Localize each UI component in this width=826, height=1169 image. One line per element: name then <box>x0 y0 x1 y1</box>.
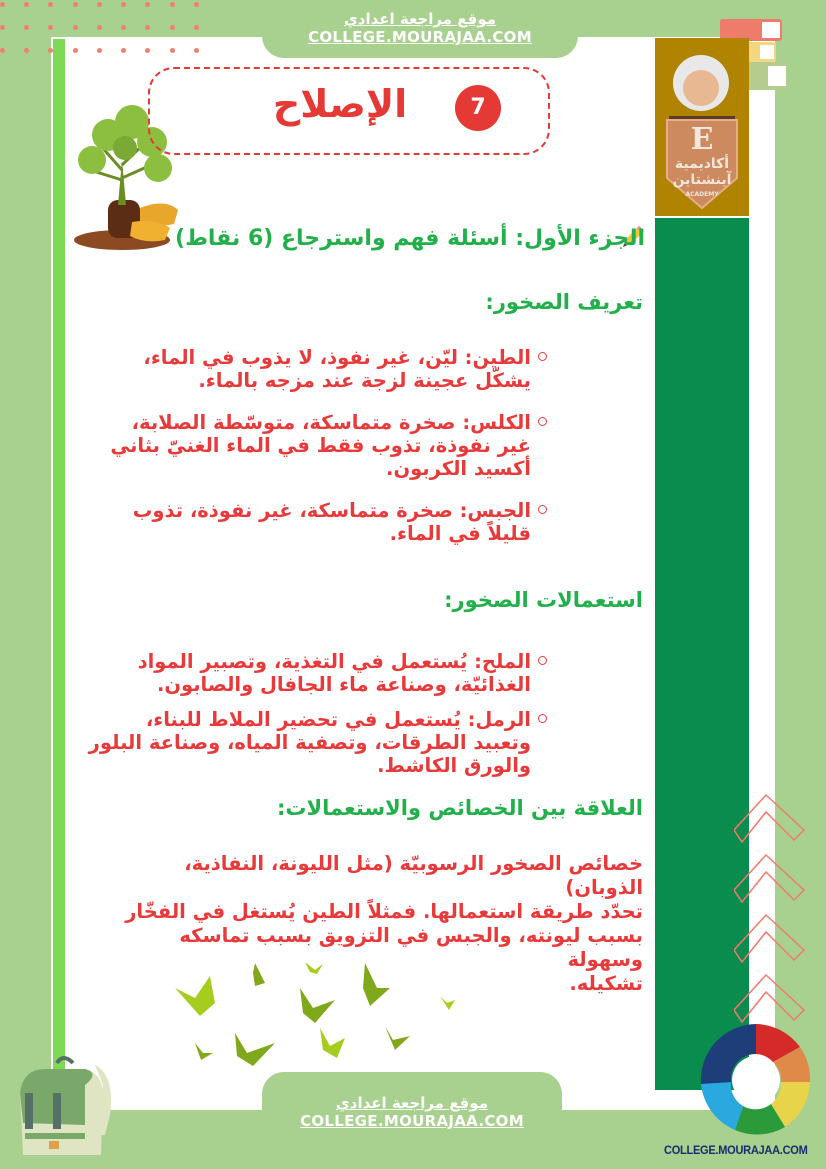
footer-site-name: موقع مراجعة اعدادي <box>336 1094 488 1112</box>
butterflies-decoration <box>165 958 465 1068</box>
decorative-dots <box>0 0 200 55</box>
part-1-title: الجزء الأول: أسئلة فهم واسترجاع (6 نقاط) <box>175 226 645 251</box>
header-site-name: موقع مراجعة اعدادي <box>344 10 496 28</box>
left-band <box>0 0 51 1169</box>
definitions-heading: تعريف الصخور: <box>485 290 643 314</box>
uses-heading: استعمالات الصخور: <box>444 588 643 612</box>
brand-subtitle: ACADEMY <box>685 191 719 198</box>
definition-item-gypsum: الجبس: صخرة متماسكة، غير نفوذة، تذوب قليلاً في الماء. <box>132 499 531 545</box>
bullet-icon <box>538 505 547 514</box>
academy-logo <box>655 38 749 216</box>
left-stripe <box>53 39 65 1109</box>
bullet-icon <box>538 417 547 426</box>
relation-heading: العلاقة بين الخصائص والاستعمالات: <box>276 796 643 820</box>
footer-logo-text[interactable]: COLLEGE.MOURAJAA.COM <box>664 1143 808 1157</box>
use-item-sand: الرمل: يُستعمل في تحضير الملاط للبناء، وتعبيد الطرقات، وتصفية المياه، وصناعة البلور والورق الكاشط. <box>88 708 531 777</box>
footer-site-url[interactable]: COLLEGE.MOURAJAA.COM <box>300 1112 524 1130</box>
backpack-icon <box>15 1055 115 1165</box>
header-site-link[interactable] <box>262 0 578 58</box>
header-site-url[interactable]: COLLEGE.MOURAJAA.COM <box>308 28 532 46</box>
definition-item-limestone: الكلس: صخرة متماسكة، متوسّطة الصلابة، غير نفوذة، تذوب فقط في الماء الغنيّ بثاني أكسيد الكربون. <box>110 411 531 480</box>
bullet-icon <box>538 656 547 665</box>
brand-letter: E <box>690 122 714 157</box>
chevron-up-decorations <box>734 790 806 1030</box>
definition-item-clay: الطين: ليّن، غير نفوذ، لا يذوب في الماء، يشكّل عجينة لزجة عند مزجه بالماء. <box>143 346 531 392</box>
bullet-icon <box>538 714 547 723</box>
relation-paragraph: خصائص الصخور الرسوبيّة (مثل الليونة، النفاذية، الذوبان) تحدّد طريقة استعمالها. فمثلاً الطين يُستغل في الفخّار بسبب ليونته، والجبس في التزويق بسبب تماسكه وسهولة تشكيله. <box>125 852 643 995</box>
title-number-badge: 7 <box>455 85 501 131</box>
college-mourajaa-logo <box>695 1022 817 1137</box>
bullet-icon <box>538 352 547 361</box>
page-title: الإصلاح <box>272 82 408 126</box>
brand-name-line2: آينشتاين <box>672 172 732 188</box>
footer-site-link[interactable] <box>262 1072 562 1169</box>
use-item-salt: الملح: يُستعمل في التغذية، وتصبير المواد الغذائيّة، وصناعة ماء الجافال والصابون. <box>137 650 531 696</box>
brand-name-line1: أكاديمية <box>674 156 730 172</box>
